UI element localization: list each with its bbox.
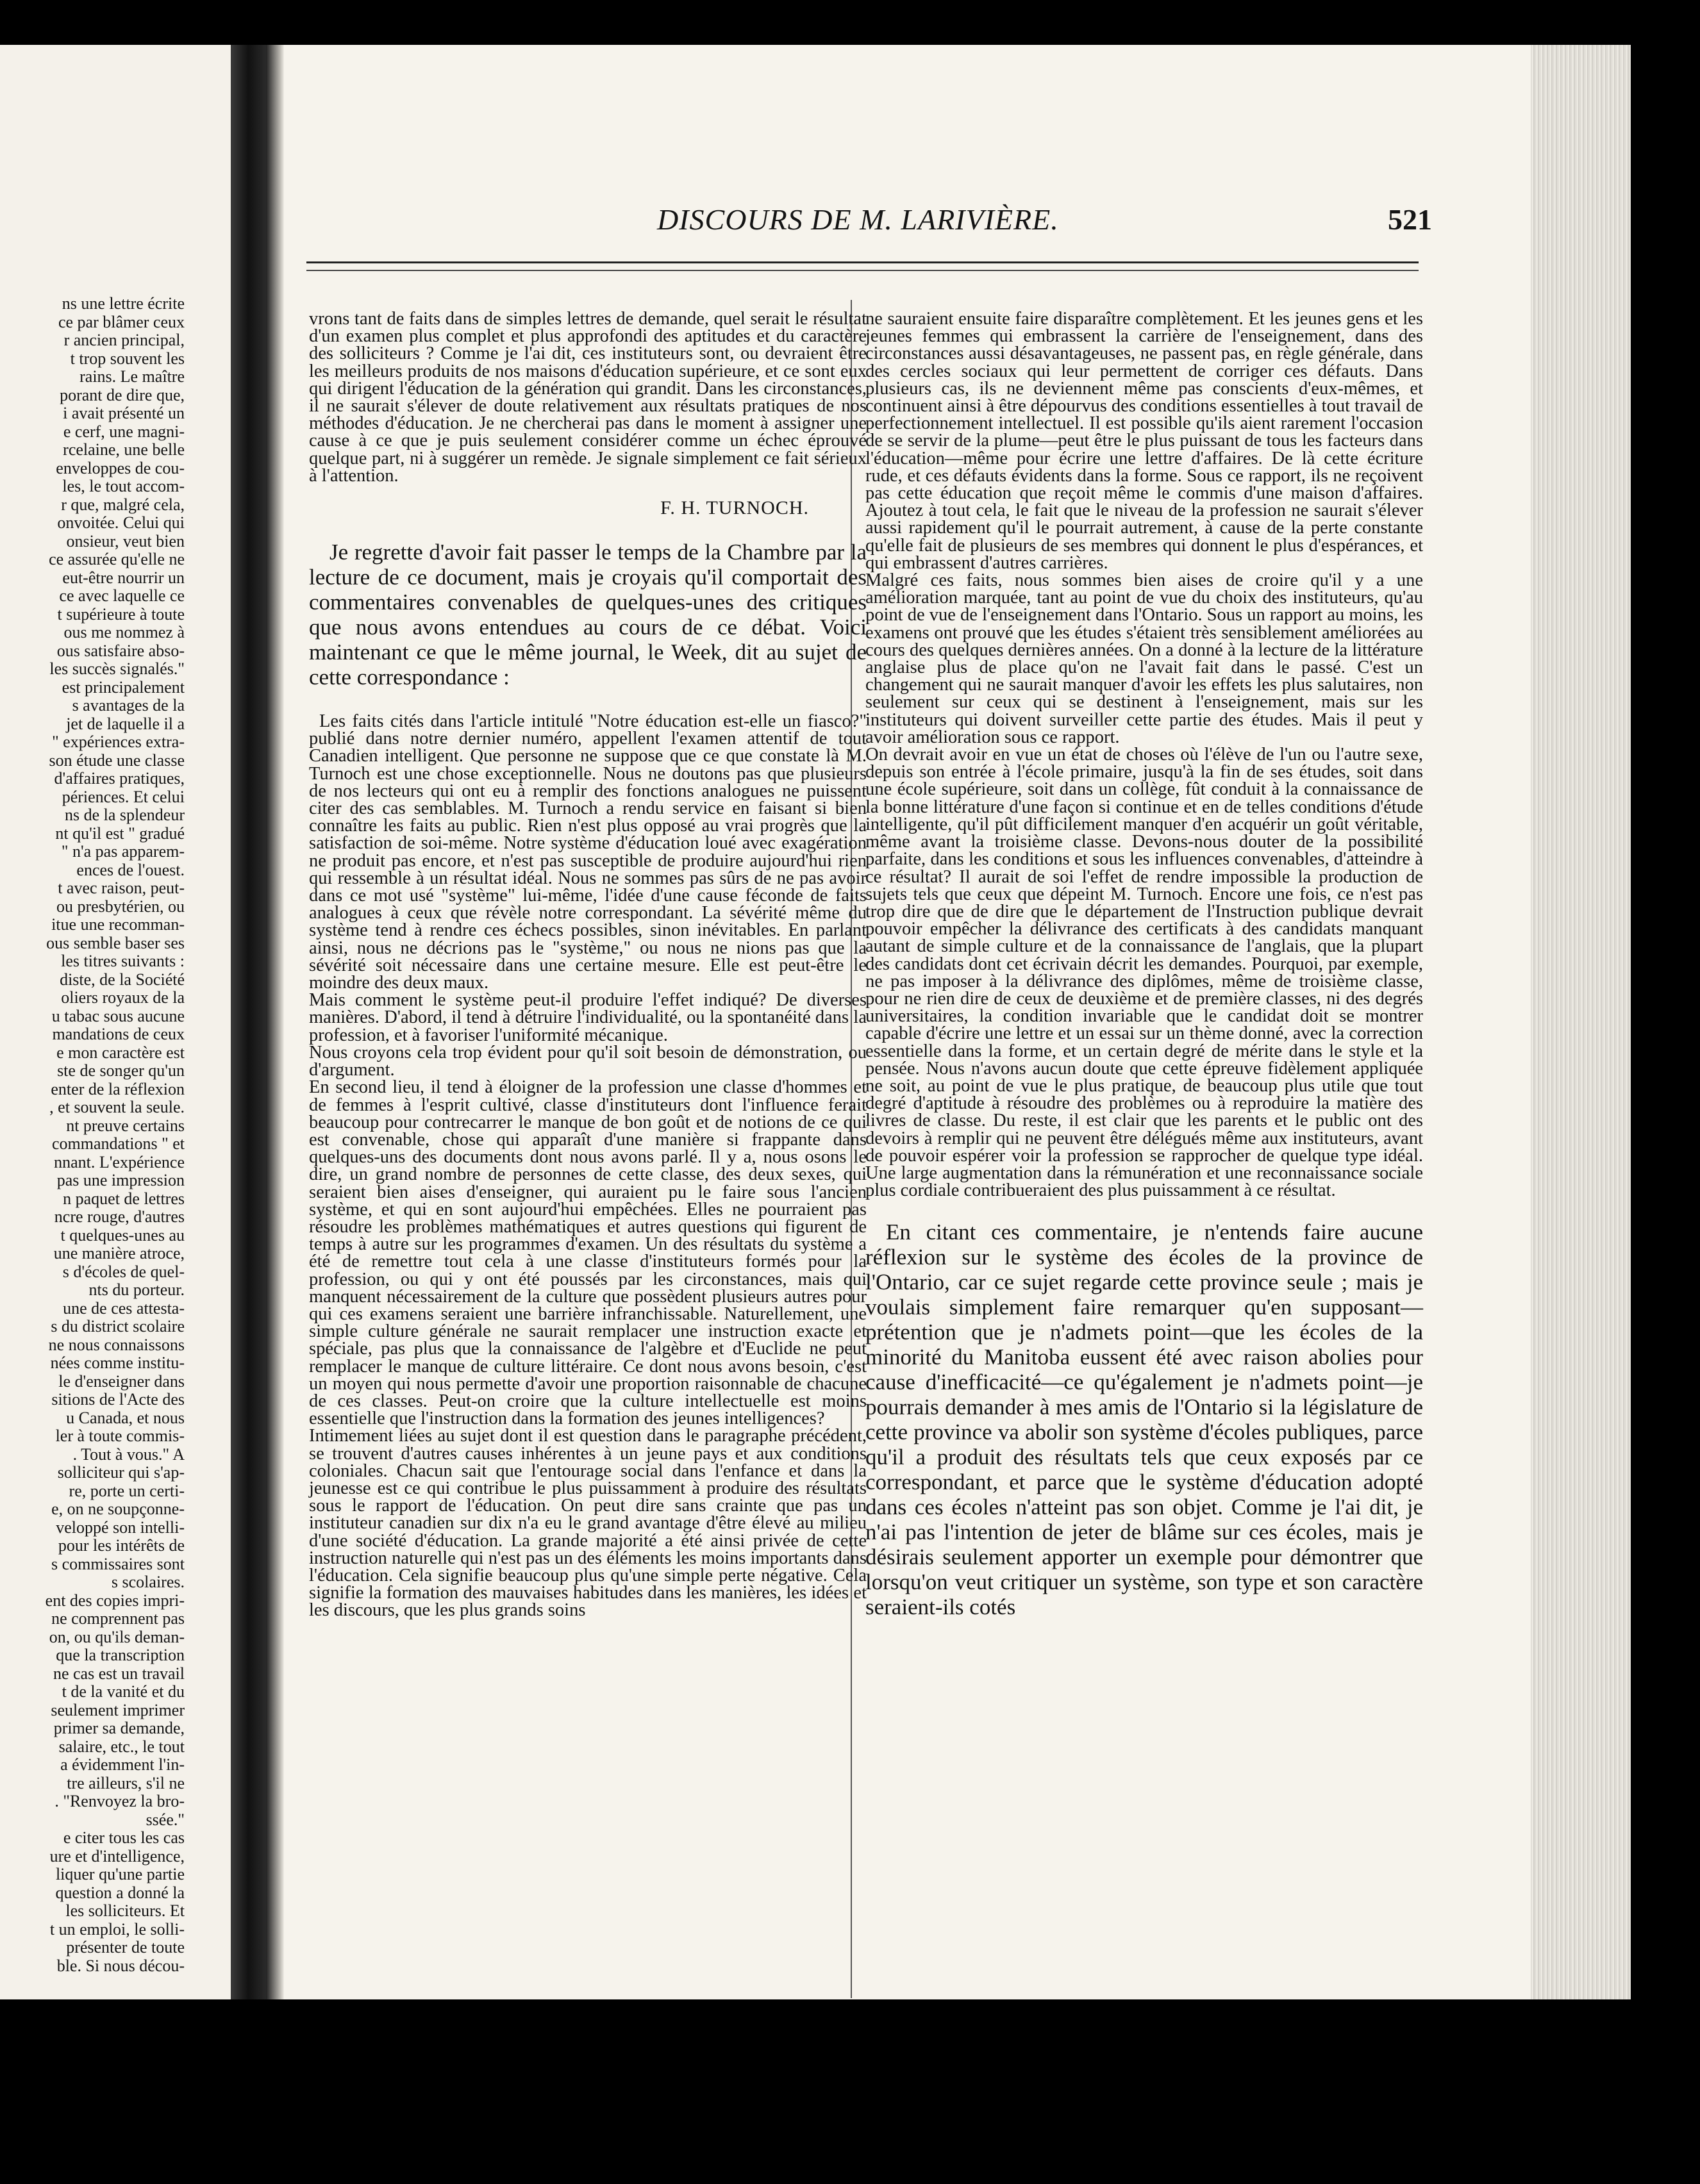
left-page-line: e, on ne soupçonne- <box>51 1500 185 1518</box>
left-page-line: ncre rouge, d'autres <box>54 1207 185 1226</box>
left-page-line: e citer tous les cas <box>63 1828 185 1847</box>
left-page-line: t trop souvent les <box>70 349 185 368</box>
left-page-line: u Canada, et nous <box>66 1408 185 1427</box>
left-page-line: pour les intérêts de <box>58 1536 185 1555</box>
left-page-line: rcelaine, une belle <box>63 440 185 459</box>
left-page-line: veloppé son intelli- <box>56 1518 185 1537</box>
left-page-line: on, ou qu'ils deman- <box>49 1627 185 1646</box>
letter-signature: F. H. TURNOCH. <box>660 497 809 519</box>
left-page-line: rains. Le maître <box>79 367 185 386</box>
left-page-line: les succès signalés." <box>49 659 185 678</box>
left-page-line: mandations de ceux <box>52 1025 185 1043</box>
gutter-shadow <box>266 45 284 1999</box>
left-page-line: tre ailleurs, s'il ne <box>67 1773 185 1792</box>
left-page-line: ent des copies impri- <box>45 1591 185 1610</box>
left-page-line: eut-être nourrir un <box>62 568 185 587</box>
left-page-line: ous semble baser ses <box>46 933 185 952</box>
left-page-line: pas une impression <box>56 1171 185 1189</box>
left-page-line: une de ces attesta- <box>63 1298 185 1318</box>
left-page-line: solliciteur qui s'ap- <box>57 1463 185 1482</box>
left-page-line: n paquet de lettres <box>63 1189 185 1208</box>
left-page-line: s d'écoles de quel- <box>62 1262 185 1281</box>
left-page-line: nées comme institu- <box>50 1353 185 1372</box>
left-page-line: nt qu'il est " gradué <box>55 823 185 843</box>
left-page-line: onsieur, veut bien <box>66 531 185 550</box>
left-page-line: onvoitée. Celui qui <box>57 513 185 532</box>
left-page-line: ous satisfaire abso- <box>56 641 185 660</box>
left-page-line: son étude une classe <box>49 750 185 770</box>
quoted-editorial-continued: ne sauraient ensuite faire disparaître complètement. Et les jeunes gens et les jeunes femmes qui embrassent la carrière de l'enseignement, dans des circonstances aussi désavantageuses, ne passent pas, en règle générale, dans des cercles sociaux qui leur permettent de corriger ces défauts. Dans plusieurs cas, ils ne deviennent même pas conscients d'eux-mêmes, et continuent ainsi à être dépourvus des conditions essentielles à tout travail de perfectionnement intellectuel. Il est possible qu'ils aient rarement l'occasion de se servir de la plume—peut être le plus puissant de tous les facteurs dans l'éducation—même pour écrire une lettre d'affaires. De là cette écriture rude, et ces défauts évidents dans la forme. Sous ce rapport, ils ne reçoivent pas cette éducation que reçoit même le commis d'une maison d'affaires. Ajoutez à tout cela, le fait que le niveau de la profession ne saurait s'élever aussi rapidement qu'il le pourrait autrement, à cause de la perte constante qu'elle fait de plusieurs de ses membres qui donnent le plus d'espérances, et qui embrassent d'autres carrières. Malgré ces faits, nous sommes bien aises de croire qu'il y a une amélioration marquée, tant au point de vue du choix des instituteurs, qu'au point de vue de l'enseignement dans l'Ontario. Sous un rapport au moins, les examens ont prouvé que les études s'étaient très sensiblement améliorées au cours des quelques dernières années. On a donné à la lecture de la littérature anglaise plus de place qu'on ne l'avait fait dans le passé. C'est un changement qui ne saurait manquer d'avoir les effets les plus salutaires, non seulement sur ceux qui se destinent à l'enseignement, mais sur les instituteurs qui doivent surveiller cette partie des études. Mais il peut y avoir amélioration sous ce rapport. On devrait avoir en vue un état de choses où l'élève de l'un ou l'autre sexe, depuis son entrée à l'école primaire, jusqu'à la fin de ses études, soit dans une école supérieure, soit dans un collège, fût conduit à la connaissance de la bonne littérature d'une façon si continue et en de telles conditions d'étude intelligente, qu'il pût difficilement manquer d'en acquérir un goût véritable, même avant la troisième classe. Devons-nous douter de la possibilité parfaite, dans les conditions et sous les influences convenables, d'atteindre à ce résultat? Il aurait de soi l'effet de rendre impossible la production de sujets tels que ceux que dépeint M. Turnoch. Encore une fois, ce n'est pas trop dire que de dire que le département de l'Instruction publique devrait pouvoir empêcher la délivrance des certificats à des candidats manquant autant de simple culture et de la connaissance de l'anglais, que la plupart des candidats dont cet écrivain décrit les demandes. Pourquoi, par exemple, ne pas imposer à la délivrance des diplômes, même de troisième classe, pour ne rien dire de ceux de deuxième et de première classes, ni des degrés universitaires, la condition invariable que le candidat doit se montrer capable d'écrire une lettre et un essai sur un thème donné, avec la correction essentielle dans la forme, et un certain degré de mérite dans le style et la pensée. Nous n'avons aucun doute que cette épreuve fidèlement appliquée ne soit, au point de vue le plus pratique, de beaucoup plus utile que tout degré d'aptitude à résoudre des problèmes ou à reproduire la matière des livres de classe. Du reste, il est clair que les parents et le public ont des devoirs à remplir qui ne peuvent être délégués même aux instituteurs, avant de pouvoir espérer voir la profession se rapprocher de quelque type idéal. Une large augmentation dans la rémunération et une reconnaissance sociale plus cordiale contribueraient des plus puissamment à ce résultat. <box>865 309 1423 1201</box>
left-page-line: ous me nommez à <box>63 623 185 641</box>
left-page-line: ne cas est un travail <box>53 1664 185 1683</box>
left-page-line: oliers royaux de la <box>61 988 185 1007</box>
left-page-line: ure et d'intelligence, <box>49 1846 185 1866</box>
left-page-line: ce avec laquelle ce <box>59 586 185 605</box>
left-page-line: salaire, etc., le tout <box>58 1737 185 1756</box>
left-page-line: " n'a pas apparem- <box>61 842 185 861</box>
left-page-line: r ancien principal, <box>63 331 185 349</box>
left-page-line: u tabac sous aucune <box>51 1006 185 1025</box>
left-page-line: t avec raison, peut- <box>58 879 185 897</box>
left-page-line: ler à toute commis- <box>55 1427 185 1445</box>
left-page-line: i avait présenté un <box>63 404 185 422</box>
speech-paragraph-continued: En citant ces commentaire, je n'entends faire aucune réflexion sur le système des écoles de la province de l'Ontario, car ce sujet regarde cette province seule ; mais je voulais simplement faire remarquer qu'en supposant—prétention que je n'admets point—que les écoles de la minorité du Manitoba eussent été avec raison abolies pour cause d'inefficacité—ce qu'également je n'admets point—je pourrais demander à mes amis de l'Ontario si la législature de cette province va abolir son système d'écoles publiques, parce qu'il a produit des résultats tels que ceux exposés par ce correspondant, et parce que le système d'éducation adopté dans ces écoles n'atteint pas son objet. Comme je l'ai dit, je n'ai pas l'intention de jeter de blâme sur ces écoles, mais je désirais seulement apporter un exemple pour démontrer que lorsqu'on veut critiquer un système, son type et son caractère seraient-ils cotés <box>865 1220 1423 1620</box>
left-page-line: question a donné la <box>55 1883 185 1902</box>
left-page-text <box>0 295 185 1975</box>
left-page-line: ences de l'ouest. <box>76 860 185 879</box>
left-page-line: primer sa demande, <box>53 1719 185 1737</box>
left-page-line: " expériences extra- <box>52 732 185 751</box>
left-column <box>309 299 867 1631</box>
left-page-line: les titres suivants : <box>61 952 185 970</box>
page-number: 521 <box>1388 203 1432 236</box>
left-page-line: enveloppes de cou- <box>56 458 185 477</box>
quoted-editorial: Les faits cités dans l'article intitulé "Notre éducation est-elle un fiasco?" publié dans notre dernier numéro, appellent l'examen attentif de tout Canadien intelligent. Que personne ne suppose que ce que constate là M. Turnoch est une chose exceptionnelle. Nous ne doutons pas que plusieurs de nos lecteurs qui ont eu à remplir des fonctions analogues ne puissent citer des cas semblables. M. Turnoch a rendu service en faisant si bien connaître les faits au public. Rien n'est plus opposé au vrai progrès que la satisfaction de soi-même. Notre système d'éducation loué avec exagération ne produit pas encore, et n'est pas susceptible de produire aujourd'hui rien qui ressemble à un résultat idéal. Nous ne sommes pas sûrs de ne pas avoir dans ce mot usé "système" lui-même, l'idée d'une cause féconde de faits analogues à ceux que révèle notre correspondant. La sévérité même du système tend à rendre ces échecs possibles, sinon inévitables. En parlant ainsi, nous ne décrions pas le "système," ou nous ne nions pas que la sévérité soit nécessaire dans une certaine mesure. Elle est peut-être le moindre des deux maux. Mais comment le système peut-il produire l'effet indiqué? De diverses manières. D'abord, il tend à détruire l'individualité, ou la spontanéité dans la profession, et à favoriser l'uniformité mécanique. Nous croyons cela trop évident pour qu'il soit besoin de démonstration, ou d'argument. En second lieu, il tend à éloigner de la profession une classe d'hommes et de femmes à l'esprit cultivé, classe d'instituteurs dont l'influence ferait beaucoup pour contrecarrer le manque de bon goût et de notions de ce qui est convenable, chose qui apparaît d'une manière si frappante dans quelques-uns des documents dont nous avons parlé. Il y a, nous osons le dire, un grand nombre de personnes de cette classe, des deux sexes, qui seraient bien aises d'enseigner, qui auraient pu le faire sous l'ancien système, et qui en sont aujourd'hui empêchées. Elles ne pourraient pas résoudre les problèmes mathématiques et autres questions qui figurent de temps à autre sur les programmes d'examen. Un des résultats du système a été de remettre tout cela à une classe d'instituteurs formés pour la profession, ou qui y ont été poussés par les circonstances, mais qui manquent nécessairement de la culture que possèdent plusieurs autres pour qui ces examens seraient une barrière infranchissable. Naturellement, une simple culture générale ne saurait remplacer une instruction exacte et spéciale, pas plus que la connaissance de l'algèbre et d'Euclide ne peut remplacer le manque de culture littéraire. Ce dont nous avons besoin, c'est un moyen qui nous permette d'avoir une proportion raisonnable de chacune de ces classes. Peut-on croire que la culture intellectuelle est moins essentielle que l'instruction dans la formation des jeunes intelligences? Intimement liées au sujet dont il est question dans le paragraphe précédent, se trouvent d'autres causes inhérentes à un jeune pays et aux conditions coloniales. Chacun sait que l'entourage social dans l'enfance et dans la jeunesse est ce qui contribue le plus puissamment à produire des résultats sous le rapport de l'éducation. On peut dire sans crainte que pas un instituteur canadien sur dix n'a eu le grand avantage d'être élevé au milieu d'une société d'éducation. La grande majorité a été ainsi privée de cette instruction naturelle qui n'est pas un des éléments les moins importants dans l'éducation. Cela signifie beaucoup plus qu'une simple perte négative. Cela signifie la formation des mauvaises habitudes dans les manières, les idées et les discours, que les plus grands soins <box>309 711 867 1621</box>
left-page-line: ce assurée qu'elle ne <box>49 550 185 568</box>
left-page-line: ns une lettre écrite <box>62 294 185 313</box>
right-column <box>865 299 1423 1631</box>
left-page-line: ste de songer qu'un <box>57 1061 185 1080</box>
left-page-line: s avantages de la <box>72 696 185 715</box>
left-page-fragment <box>0 45 231 1999</box>
left-page-line: nts du porteur. <box>88 1280 185 1299</box>
left-page-line: seulement imprimer <box>51 1700 185 1719</box>
left-page-line: une manière atroce, <box>53 1244 185 1262</box>
left-page-line: le d'enseigner dans <box>58 1371 185 1391</box>
left-page-line: liquer qu'une partie <box>55 1865 185 1883</box>
left-page-line: , et souvent la seule. <box>49 1098 185 1116</box>
page-edges <box>1531 45 1631 1999</box>
quoted-letter-end: vrons tant de faits dans de simples lettres de demande, quel serait le résultat d'un examen plus complet et plus approfondi des aptitudes et du caractère des solliciteurs ? Comme je l'ai dit, ces instituteurs sont, ou devraient être les meilleurs produits de nos maisons d'éducation supérieure, et ce sont eux qui dirigent l'éducation de la génération qui grandit. Dans les circonstances, il ne saurait s'élever de doute relativement aux résultats pratiques de nos méthodes d'éducation. Je ne chercherai pas dans le moment à assigner une cause à ce que je puis seulement considérer comme un échec éprouvé quelque part, ni à suggérer un remède. Je signale simplement ce fait sérieux à l'attention. <box>309 309 867 486</box>
left-page-line: ns de la splendeur <box>64 806 185 824</box>
left-page-line: ce par blâmer ceux <box>58 312 185 331</box>
left-page-line: présenter de toute <box>66 1938 185 1956</box>
left-page-line: jet de laquelle il a <box>66 714 185 733</box>
left-page-line: e mon caractère est <box>56 1043 185 1062</box>
left-page-line: itue une recomman- <box>51 915 185 934</box>
left-page-line: commandations " et <box>51 1134 185 1153</box>
left-page-line: ne comprennent pas <box>51 1609 185 1628</box>
left-page-line: les solliciteurs. Et <box>65 1901 185 1920</box>
speech-paragraph: Je regrette d'avoir fait passer le temps de la Chambre par la lecture de ce document, mais je croyais qu'il comportait des commentaires convenables de quelques-unes des critiques que nous avons entendues au cours de ce débat. Voici maintenant ce que le même journal, le Week, dit au sujet de cette correspondance : <box>309 540 867 690</box>
book-gutter <box>231 45 266 1999</box>
left-page-line: porant de dire que, <box>60 385 185 404</box>
left-page-line: diste, de la Société <box>60 970 185 989</box>
left-page-line: que la transcription <box>56 1646 185 1664</box>
running-header-title: DISCOURS DE M. LARIVIÈRE. <box>657 203 1059 236</box>
left-page-line: . "Renvoyez la bro- <box>54 1792 185 1810</box>
left-page-line: t un emploi, le solli- <box>49 1919 185 1939</box>
left-page-line: t supérieure à toute <box>57 604 185 624</box>
left-page-line: t quelques-unes au <box>60 1225 185 1245</box>
left-page-line: les, le tout accom- <box>62 477 185 495</box>
header-rule <box>306 261 1419 263</box>
left-page-line: sitions de l'Acte des <box>51 1390 185 1409</box>
left-page-line: e cerf, une magni- <box>63 422 185 441</box>
header-rule-double <box>306 270 1419 271</box>
left-page-line: s scolaires. <box>111 1573 185 1591</box>
left-page-line: . Tout à vous." A <box>72 1444 185 1464</box>
left-page-line: s commissaires sont <box>51 1554 185 1573</box>
left-page-line: re, porte un certi- <box>69 1481 185 1500</box>
left-page-line: s du district scolaire <box>51 1317 185 1336</box>
left-page-line: d'affaires pratiques, <box>54 769 185 788</box>
left-page-line: ou presbytérien, ou <box>56 897 185 916</box>
left-page-line: nt preuve certains <box>66 1116 185 1135</box>
left-page-line: nnant. L'expérience <box>54 1152 185 1171</box>
left-page-line: r que, malgré cela, <box>61 495 185 514</box>
left-page-line: ssée." <box>146 1810 185 1829</box>
left-page-line: a évidemment l'in- <box>60 1755 185 1774</box>
left-page-line: t de la vanité et du <box>62 1682 185 1701</box>
left-page-line: périences. Et celui <box>62 787 185 806</box>
left-page-line: ble. Si nous décou- <box>56 1956 185 1975</box>
left-page-line: enter de la réflexion <box>51 1079 185 1098</box>
left-page-line: ne nous connaissons <box>48 1335 185 1354</box>
left-page-line: est principalement <box>62 677 185 697</box>
